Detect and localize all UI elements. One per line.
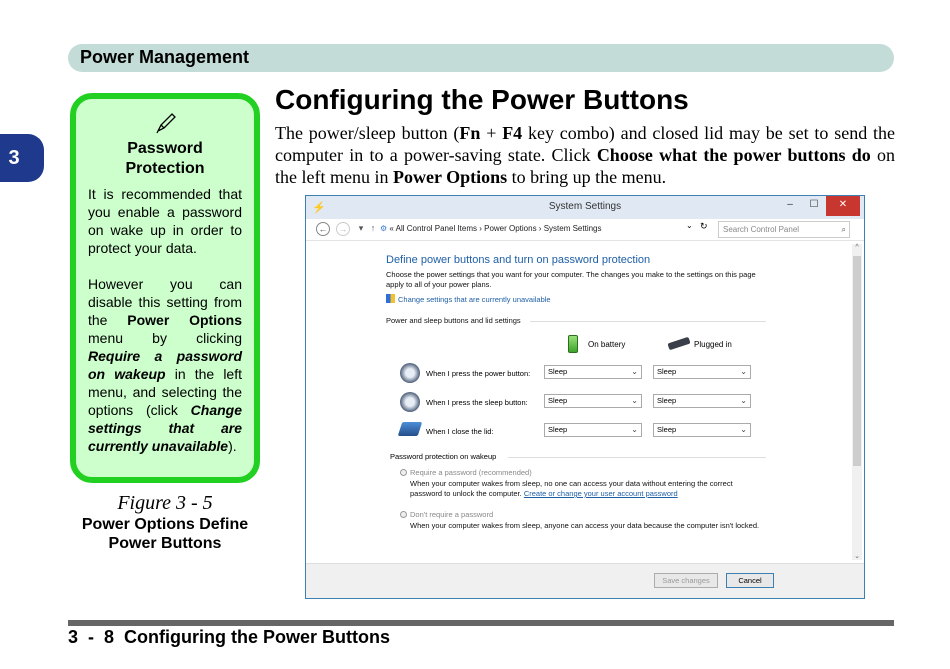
sleep-button-label: When I press the sleep button: — [426, 398, 528, 407]
plugged-in-header: Plugged in — [694, 340, 732, 349]
window-titlebar[interactable] — [306, 196, 864, 219]
require-password-option[interactable]: Require a password (recommended) — [400, 468, 532, 477]
back-button[interactable]: ← — [316, 222, 330, 236]
search-input[interactable] — [718, 221, 850, 238]
maximize-button[interactable]: ☐ — [809, 199, 819, 210]
chapter-tab — [0, 134, 44, 182]
require-password-description: When your computer wakes from sleep, no one can access your data without entering the correct password to unlock the computer. Create or change your user account password — [410, 479, 733, 498]
cancel-button[interactable]: Cancel — [726, 573, 774, 588]
refresh-button[interactable]: ↻ — [700, 221, 708, 231]
close-lid-battery-select[interactable]: Sleep ⌄ — [544, 423, 642, 437]
window-title: System Settings — [548, 201, 622, 212]
password-section-title: Password protection on wakeup — [390, 452, 766, 461]
history-dropdown-button[interactable]: ▾ — [358, 223, 364, 233]
note-box — [70, 93, 260, 483]
no-password-option[interactable]: Don't require a password — [400, 510, 493, 519]
plug-icon — [667, 337, 690, 350]
change-settings-link[interactable]: Change settings that are currently unavailable — [386, 294, 766, 304]
power-button-icon — [400, 363, 420, 383]
scroll-thumb[interactable] — [853, 256, 861, 466]
no-password-description: When your computer wakes from sleep, anyone can access your data because the computer isn't locked. — [410, 521, 760, 530]
close-lid-plugged-select[interactable]: Sleep ⌄ — [653, 423, 751, 437]
power-options-app-icon: ⚡ — [312, 202, 326, 214]
address-bar[interactable] — [376, 221, 706, 238]
minimize-button[interactable]: – — [787, 199, 793, 210]
close-lid-label: When I close the lid: — [426, 427, 494, 436]
scroll-up-arrow[interactable]: ^ — [855, 244, 859, 251]
address-row — [306, 219, 864, 241]
battery-icon — [568, 335, 578, 353]
power-button-plugged-select[interactable]: Sleep ⌄ — [653, 365, 751, 379]
note-title: Password Protection — [125, 140, 205, 177]
section-title: Power Management — [80, 47, 250, 67]
body-paragraph: The power/sleep button (Fn + F4 key combo) and closed lid may be set to send the computer in to a power-saving state. Click Choose what the power buttons do on the left menu in Power Options to bring up the menu. — [275, 123, 896, 187]
forward-button[interactable]: → — [336, 222, 350, 236]
sleep-button-icon — [400, 392, 420, 412]
settings-description: Choose the power settings that you want for your computer. The changes you make to the settings on this page apply to all of your power plans. — [386, 270, 756, 289]
pencil-icon — [88, 111, 242, 137]
note-paragraph-1: It is recommended that you enable a password on wake up in order to protect your data. — [88, 186, 242, 256]
control-panel-icon: ⚙ — [380, 224, 388, 233]
figure-number: Figure 3 - 5 — [117, 492, 213, 514]
window-bottom-bar — [306, 563, 864, 598]
require-password-radio[interactable] — [400, 469, 407, 476]
address-dropdown-button[interactable]: ⌄ — [686, 221, 693, 230]
search-icon[interactable]: ⌕ — [841, 225, 846, 234]
footer-rule — [68, 620, 894, 626]
sleep-button-battery-select[interactable]: Sleep ⌄ — [544, 394, 642, 408]
no-password-radio[interactable] — [400, 511, 407, 518]
figure-title: Power Options Define Power Buttons — [81, 516, 249, 552]
system-settings-window — [305, 195, 865, 599]
settings-heading: Define power buttons and turn on password protection — [386, 254, 651, 266]
change-password-link[interactable]: Create or change your user account password — [523, 489, 678, 498]
power-button-battery-select[interactable]: Sleep ⌄ — [544, 365, 642, 379]
search-placeholder: Search Control Panel — [723, 225, 800, 234]
laptop-lid-icon — [398, 422, 423, 436]
figure-caption — [70, 492, 260, 553]
power-button-label: When I press the power button: — [426, 369, 531, 378]
close-button[interactable]: ✕ — [826, 196, 860, 216]
vertical-scrollbar[interactable] — [852, 244, 862, 560]
sleep-button-plugged-select[interactable]: Sleep ⌄ — [653, 394, 751, 408]
footer-page-label: 3 - 8 Configuring the Power Buttons — [68, 627, 390, 647]
save-changes-button[interactable]: Save changes — [654, 573, 718, 588]
uac-shield-icon — [386, 294, 395, 303]
chapter-number: 3 — [8, 146, 20, 169]
page-title: Configuring the Power Buttons — [275, 84, 689, 115]
power-buttons-section-title: Power and sleep buttons and lid settings — [386, 316, 766, 325]
settings-content — [386, 254, 766, 325]
scroll-down-arrow[interactable]: ⌄ — [854, 553, 860, 560]
breadcrumb: « All Control Panel Items › Power Options › System Settings — [389, 224, 602, 233]
up-button[interactable]: ↑ — [370, 223, 376, 233]
section-header-bar — [68, 44, 894, 72]
on-battery-header: On battery — [588, 340, 626, 349]
note-paragraph-2: However you can disable this setting from the Power Options menu by clicking Require a password on wakeup in the left menu, and selecting the options (click Change settings that are currently unavailable). — [88, 276, 242, 454]
